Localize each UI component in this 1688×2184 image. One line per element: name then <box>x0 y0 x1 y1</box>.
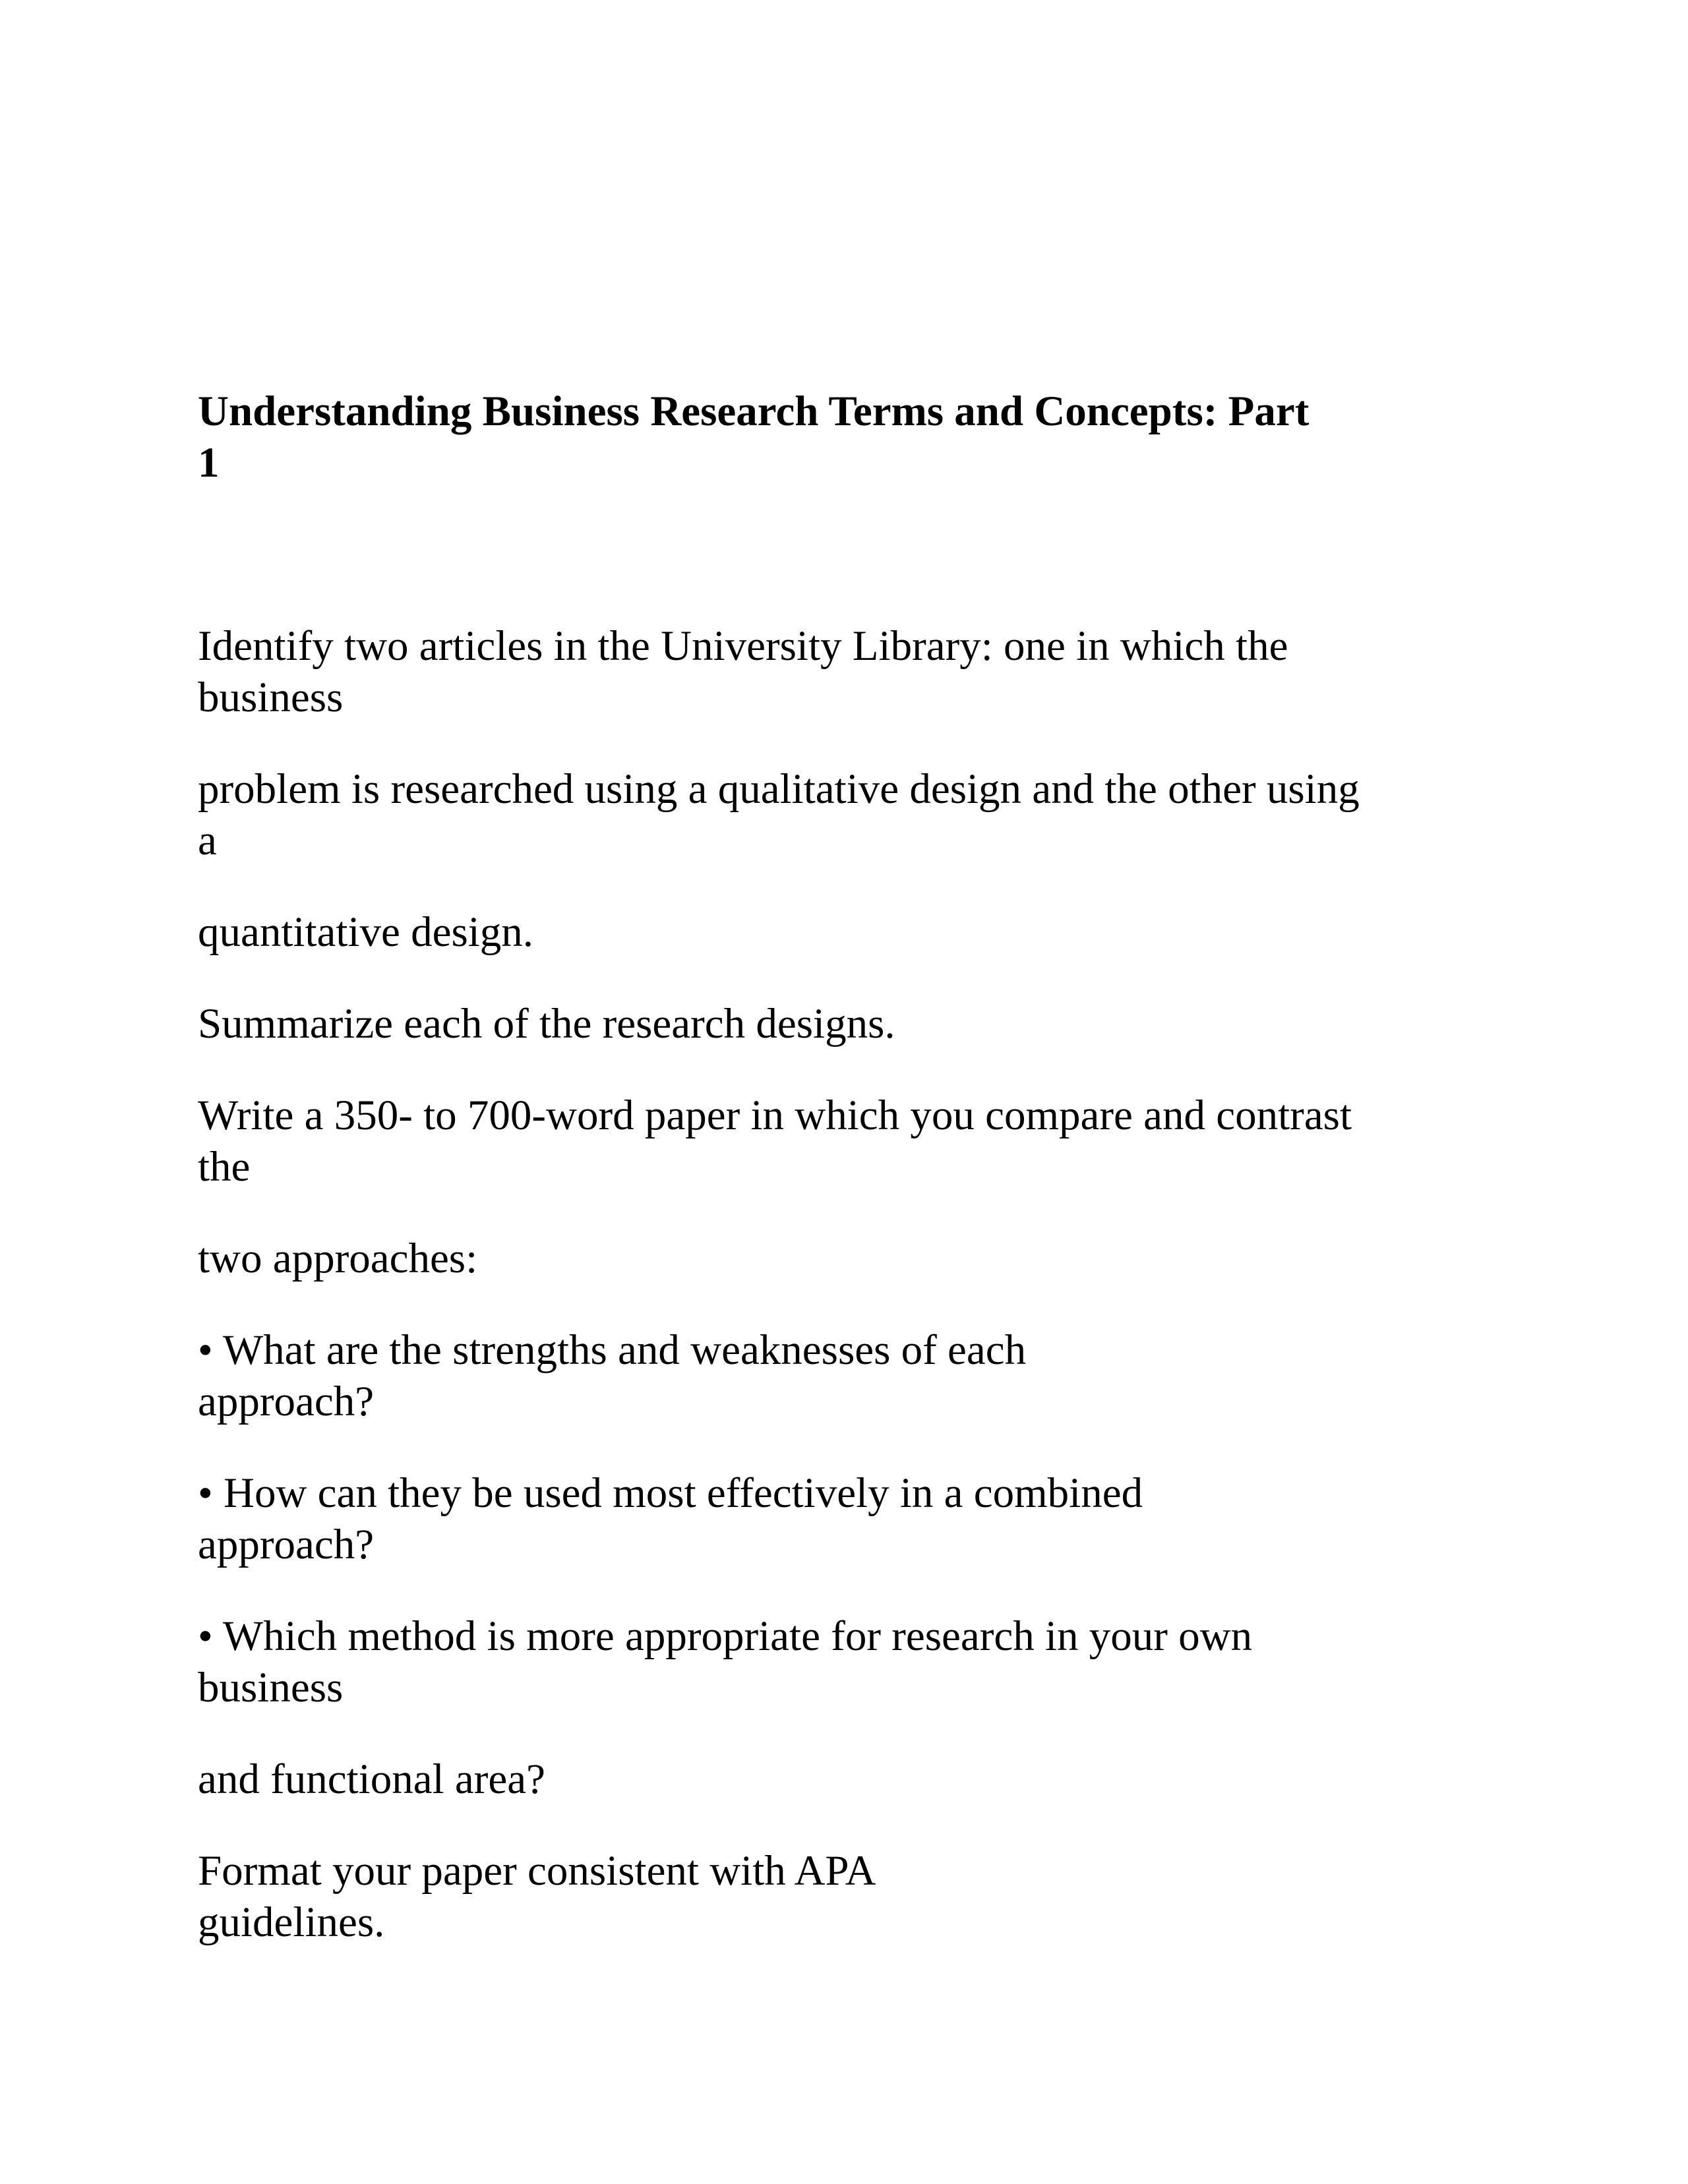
paragraph-line: problem is researched using a qualitative design and the other using <box>198 765 1360 813</box>
paragraph-line: quantitative design. <box>198 908 534 956</box>
title-line-2: 1 <box>198 439 220 487</box>
paragraph-line: Identify two articles in the University Library: one in which the <box>198 622 1288 670</box>
paragraph-line: approach? <box>198 1378 375 1425</box>
paragraph-line: Format your paper consistent with APA <box>198 1847 876 1895</box>
paragraph-write-paper <box>198 1090 1451 1193</box>
paragraph-functional-area <box>198 1754 1451 1805</box>
paragraph-line: two approaches: <box>198 1235 478 1282</box>
paragraph-line: Write a 350- to 700-word paper in which you compare and contrast <box>198 1092 1352 1139</box>
title-line-1: Understanding Business Research Terms and Concepts: Part <box>198 388 1310 435</box>
paragraph-qualitative-design <box>198 763 1451 866</box>
paragraph-line: business <box>198 674 344 721</box>
bullet-strengths-weaknesses <box>198 1324 1451 1427</box>
paragraph-line: Summarize each of the research designs. <box>198 1000 895 1048</box>
paragraph-line: • Which method is more appropriate for research in your own <box>198 1612 1253 1660</box>
paragraph-apa-format <box>198 1845 1451 1948</box>
paragraph-line: guidelines. <box>198 1899 385 1946</box>
document-body <box>198 620 1451 1948</box>
paragraph-line: a <box>198 817 217 864</box>
document-content <box>198 386 1451 1988</box>
paragraph-identify-articles <box>198 620 1451 723</box>
paragraph-line: the <box>198 1143 251 1191</box>
bullet-appropriate-method <box>198 1610 1451 1713</box>
bullet-combined-approach <box>198 1467 1451 1570</box>
paragraph-two-approaches <box>198 1233 1451 1284</box>
paragraph-line: approach? <box>198 1521 375 1568</box>
paragraph-line: • How can they be used most effectively in a combined <box>198 1469 1143 1517</box>
paragraph-line: business <box>198 1664 344 1711</box>
paragraph-line: and functional area? <box>198 1756 545 1803</box>
paragraph-summarize <box>198 998 1451 1049</box>
paragraph-quantitative-design <box>198 906 1451 958</box>
paragraph-line: • What are the strengths and weaknesses of each <box>198 1326 1027 1374</box>
document-title <box>198 386 1451 488</box>
